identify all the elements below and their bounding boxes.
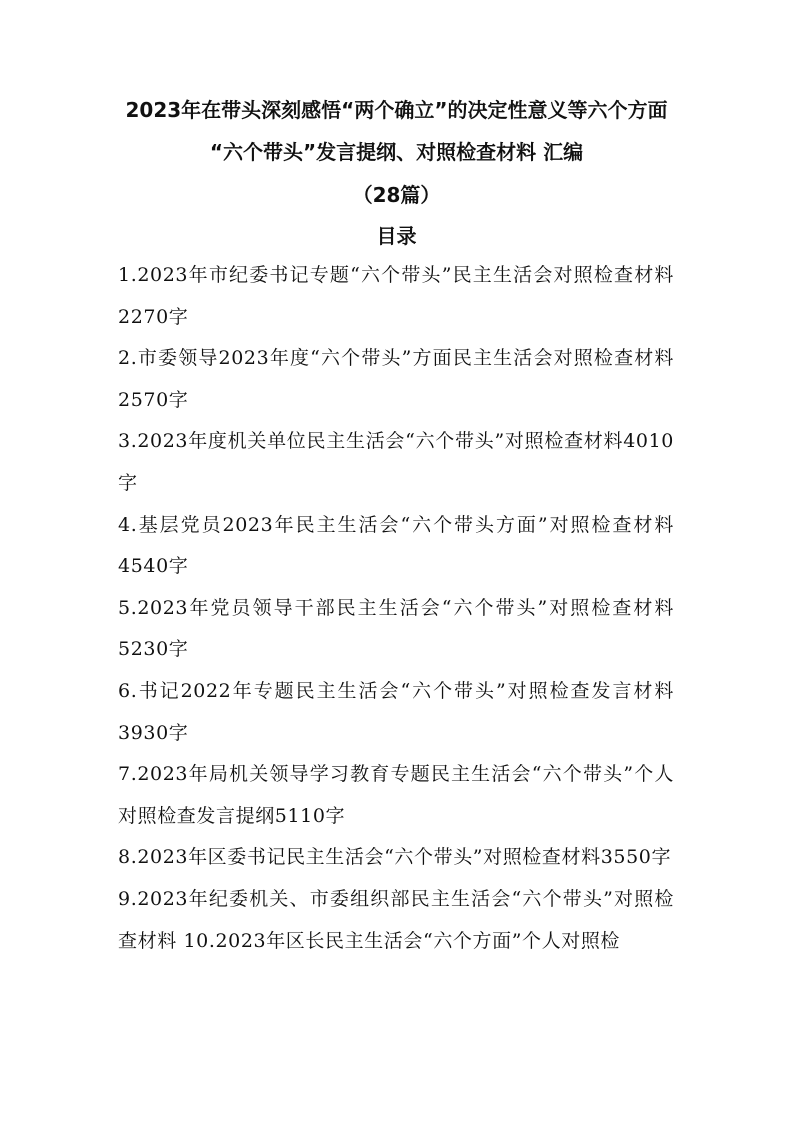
table-of-contents [118,255,674,962]
toc-item: 8.2023年区委书记民主生活会“六个带头”对照检查材料3550字 [118,846,672,869]
toc-item: 3.2023年度机关单位民主生活会“六个带头”对照检查材料4010字 [118,430,674,494]
document-title-line-1: 2023年在带头深刻感悟“两个确立”的决定性意义等六个方面 [125,98,668,122]
toc-item: 5.2023年党员领导干部民主生活会“六个带头”对照检查材料5230字 [118,596,674,661]
toc-item: 4.基层党员2023年民主生活会“六个带头方面”对照检查材料4540字 [118,513,674,578]
toc-item: 2.市委领导2023年度“六个带头”方面民主生活会对照检查材料2570字 [118,347,674,411]
toc-item: 7.2023年局机关领导学习教育专题民主生活会“六个带头”个人对照检查发言提纲5110字 [118,763,674,827]
toc-item: 9.2023年纪委机关、市委组织部民主生活会“六个带头”对照检查材料 10.2023年区长民主生活会“六个方面”个人对照检 [118,887,674,952]
document-title-line-2: “六个带头”发言提纲、对照检查材料 汇编 [209,140,584,164]
document-count: （28篇） [352,183,441,207]
toc-item: 1.2023年市纪委书记专题“六个带头”民主生活会对照检查材料2270字 [118,264,674,328]
toc-item: 6.书记2022年专题民主生活会“六个带头”对照检查发言材料3930字 [118,679,674,744]
toc-heading: 目录 [376,224,417,248]
